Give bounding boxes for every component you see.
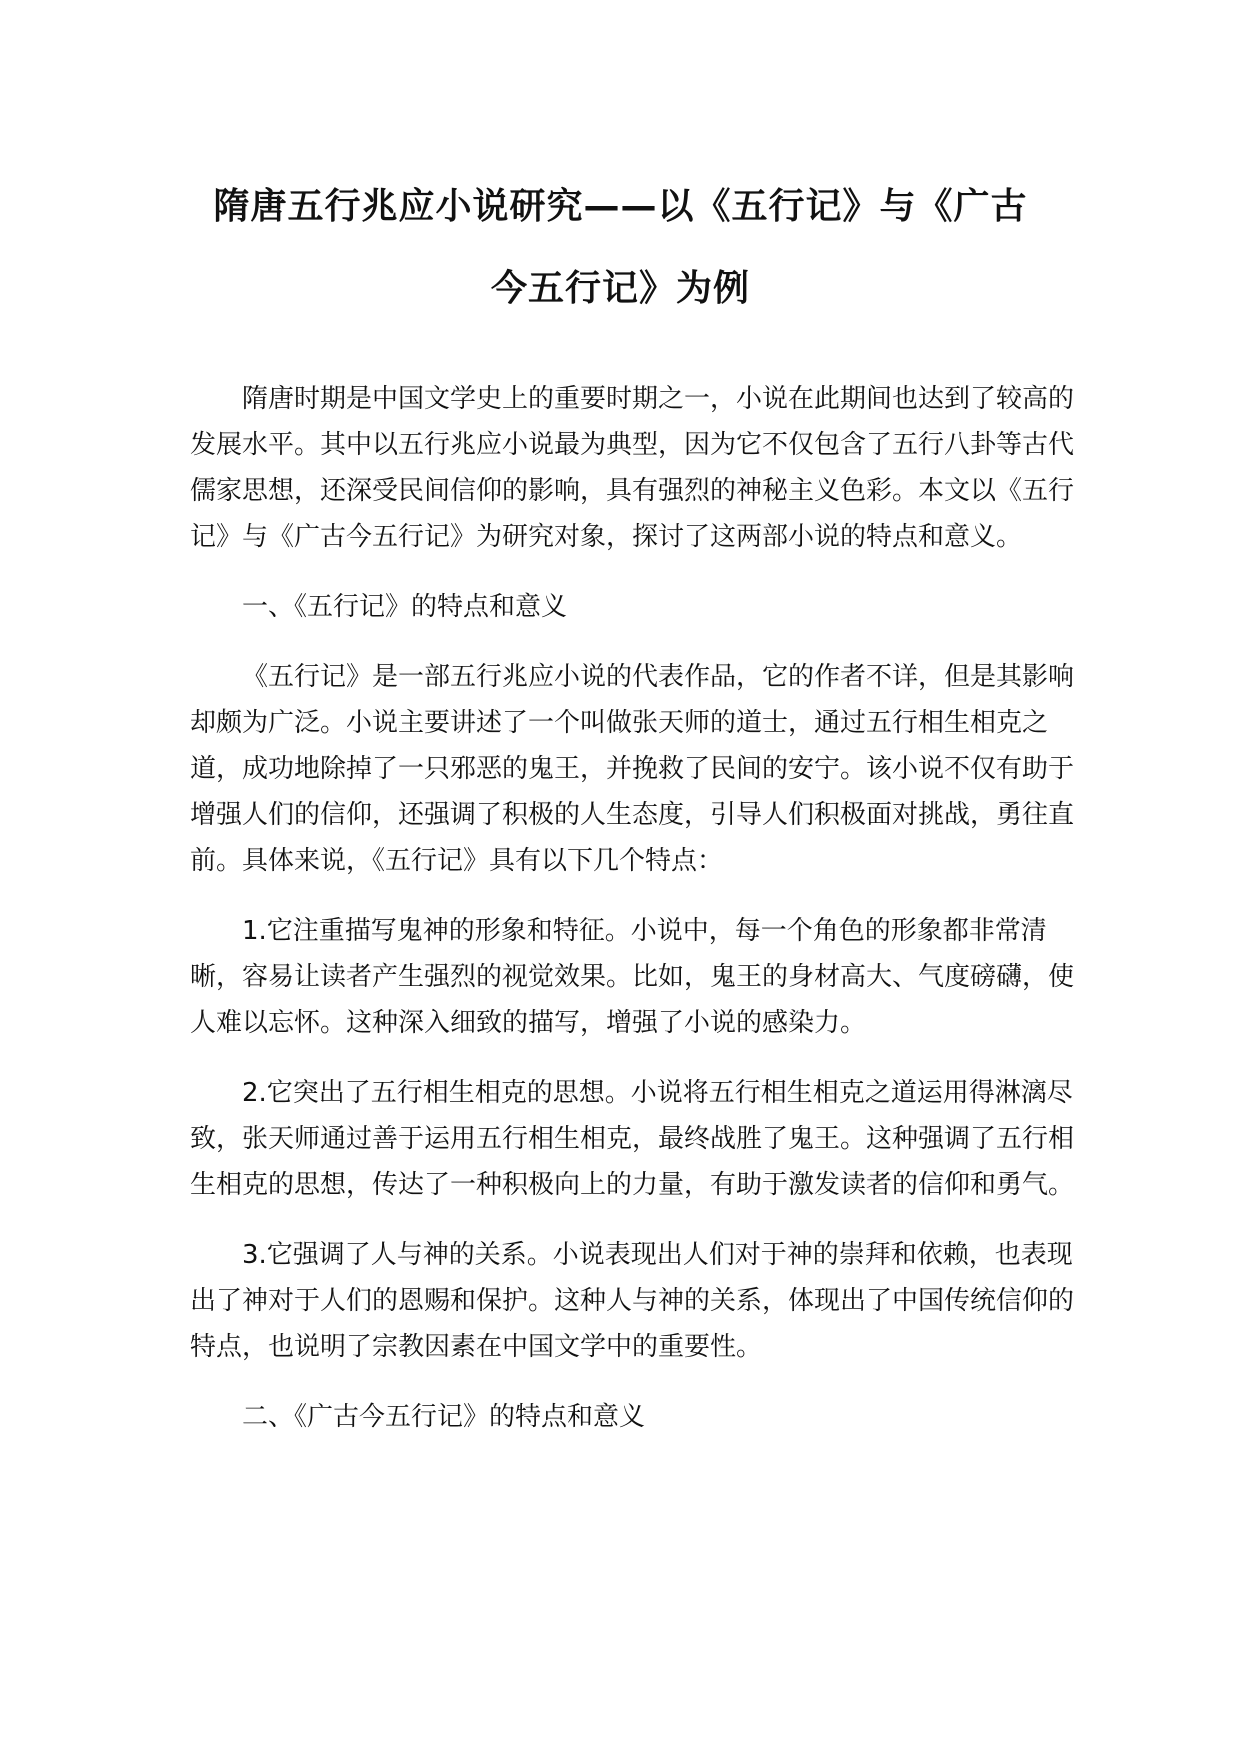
feature-2-paragraph: 2.它突出了五行相生相克的思想。小说将五行相生相克之道运用得淋漓尽致，张天师通过善于运用五行相生相克，最终战胜了鬼王。这种强调了五行相生相克的思想，传达了一种积极向上的力量，有助于激发读者的信仰和勇气。 — [190, 1078, 1075, 1200]
document-title-line-1: 隋唐五行兆应小说研究——以《五行记》与《广古 — [213, 186, 1028, 227]
feature-1-paragraph: 1.它注重描写鬼神的形象和特征。小说中，每一个角色的形象都非常清晰，容易让读者产生强烈的视觉效果。比如，鬼王的身材高大、气度磅礴，使人难以忘怀。这种深入细致的描写，增强了小说的感染力。 — [190, 916, 1075, 1038]
feature-3-paragraph: 3.它强调了人与神的关系。小说表现出人们对于神的崇拜和依赖，也表现出了神对于人们的恩赐和保护。这种人与神的关系，体现出了中国传统信仰的特点，也说明了宗教因素在中国文学中的重要性。 — [190, 1240, 1075, 1362]
intro-paragraph: 隋唐时期是中国文学史上的重要时期之一，小说在此期间也达到了较高的发展水平。其中以五行兆应小说最为典型，因为它不仅包含了五行八卦等古代儒家思想，还深受民间信仰的影响，具有强烈的神秘主义色彩。本文以《五行记》与《广古今五行记》为研究对象，探讨了这两部小说的特点和意义。 — [190, 384, 1075, 552]
section-heading-1: 一、《五行记》的特点和意义 — [242, 592, 568, 622]
document-body — [190, 376, 1090, 1464]
section-heading-2: 二、《广古今五行记》的特点和意义 — [242, 1402, 646, 1432]
section-1-paragraph: 《五行记》是一部五行兆应小说的代表作品，它的作者不详，但是其影响却颇为广泛。小说主要讲述了一个叫做张天师的道士，通过五行相生相克之道，成功地除掉了一只邪恶的鬼王，并挽救了民间的安宁。该小说不仅有助于增强人们的信仰，还强调了积极的人生态度，引导人们积极面对挑战，勇往直前。具体来说，《五行记》具有以下几个特点： — [190, 662, 1075, 876]
document-title-line-2: 今五行记》为例 — [490, 268, 750, 309]
